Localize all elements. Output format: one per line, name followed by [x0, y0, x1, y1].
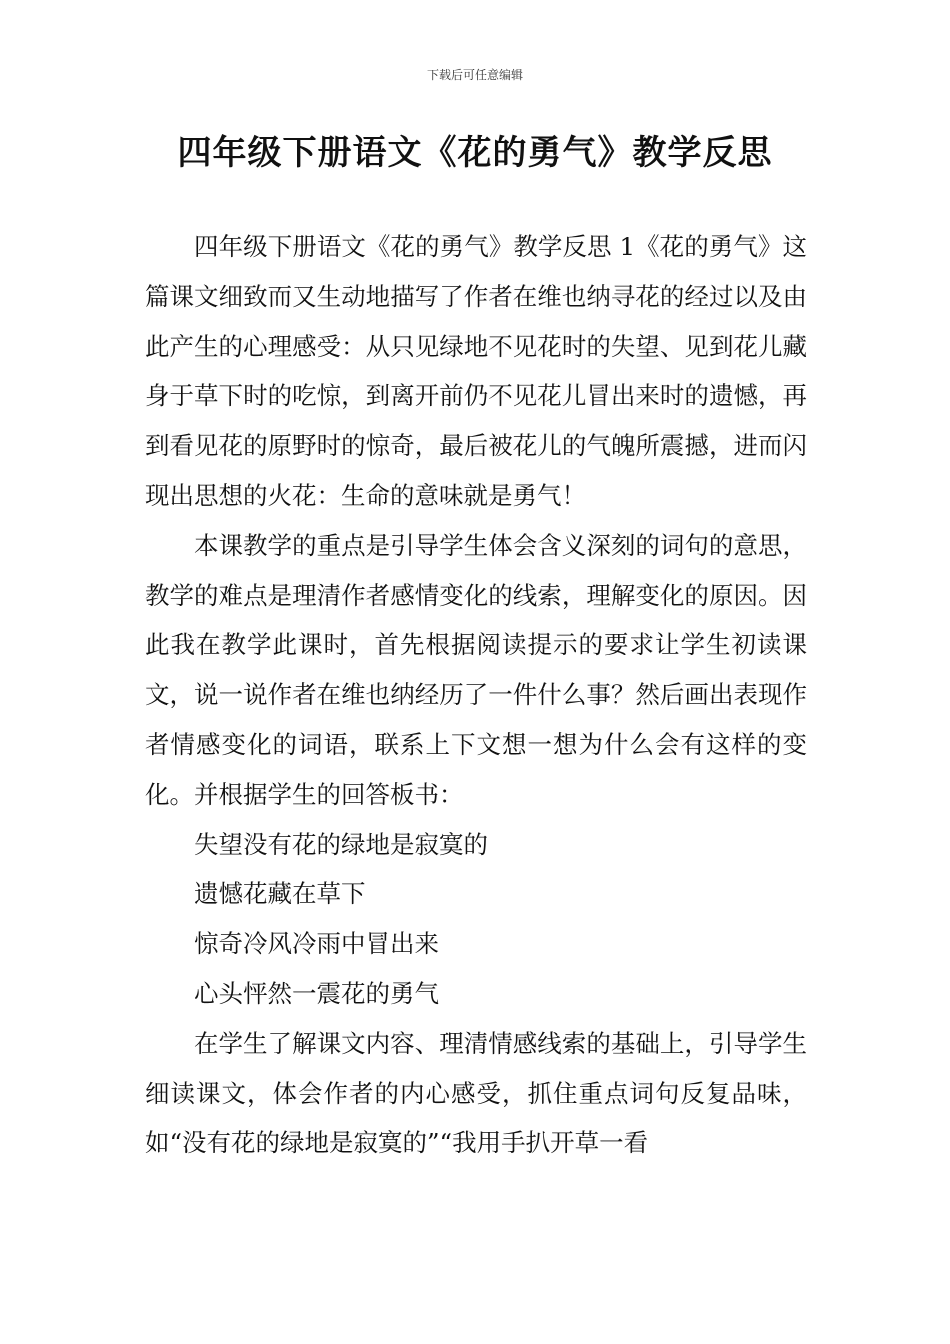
document-title: 四年级下册语文《花的勇气》教学反思 — [177, 133, 773, 173]
paragraph-closing: 在学生了解课文内容、理清情感线索的基础上，引导学生细读课文，体会作者的内心感受，抓住重点词句反复品味，如“没有花的绿地是寂寞的”“我用手扒开草一看 — [145, 1028, 807, 1158]
board-line: 惊奇冷风冷雨中冒出来 — [194, 929, 439, 959]
paragraph-intro: 四年级下册语文《花的勇气》教学反思 1《花的勇气》这篇课文细致而又生动地描写了作者在维也纳寻花的经过以及由此产生的心理感受：从只见绿地不见花时的失望、见到花儿藏身于草下时的吃惊，到离开前仍不见花儿冒出来时的遗憾，再到看见花的原野时的惊奇，最后被花儿的气魄所震撼，进而闪现出思想的火花：生命的意味就是勇气！ — [145, 232, 807, 510]
header-note: 下载后可任意编辑 — [426, 68, 523, 82]
board-line: 失望没有花的绿地是寂寞的 — [194, 829, 488, 859]
board-line: 遗憾花藏在草下 — [194, 879, 366, 909]
board-line: 心头怦然一震花的勇气 — [194, 978, 439, 1008]
document-body — [145, 222, 807, 1168]
paragraph-teaching: 本课教学的重点是引导学生体会含义深刻的词句的意思，教学的难点是理清作者感情变化的线索，理解变化的原因。因此我在教学此课时，首先根据阅读提示的要求让学生初读课文，说一说作者在维也纳经历了一件什么事？然后画出表现作者情感变化的词语，联系上下文想一想为什么会有这样的变化。并根据学生的回答板书： — [145, 530, 807, 809]
